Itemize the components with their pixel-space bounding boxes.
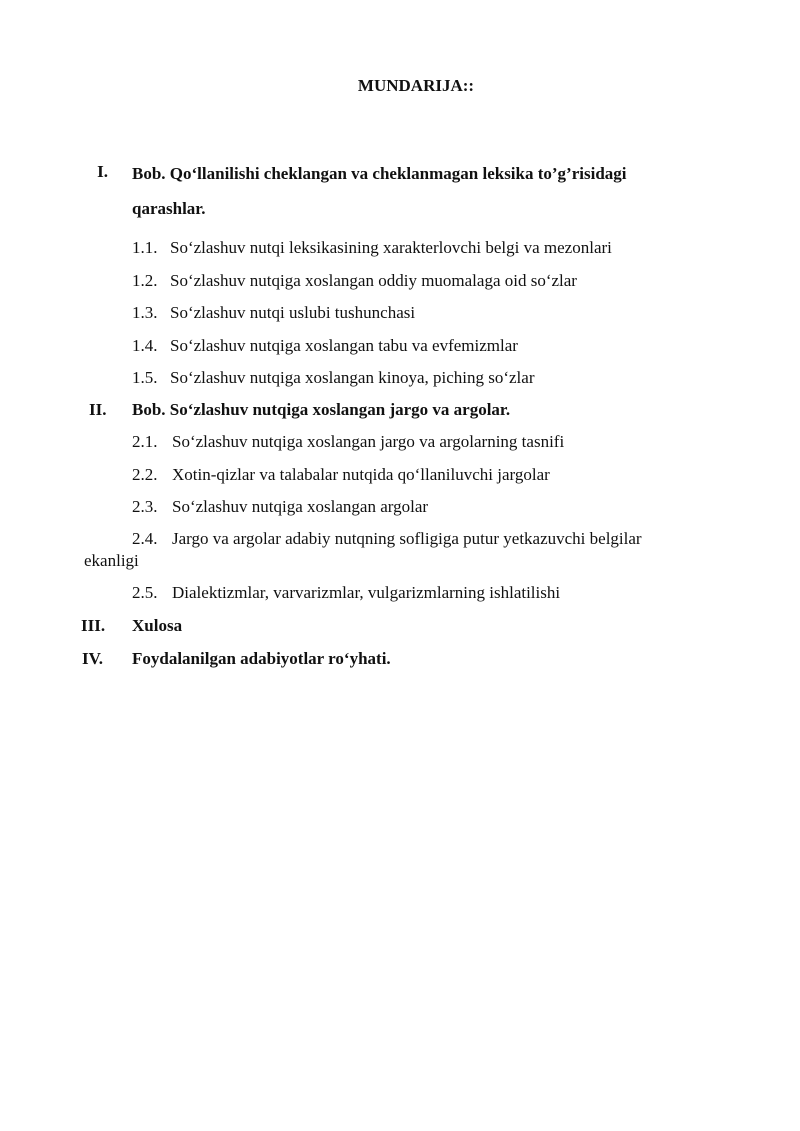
- section-2-4-title: Jargo va argolar adabiy nutqning sofligiga putur yetkazuvchi belgilar: [172, 529, 642, 548]
- chapter-4-number: IV.: [82, 649, 103, 668]
- section-1-5-title: So‘zlashuv nutqiga xoslangan kinoya, piching so‘zlar: [170, 368, 535, 387]
- section-2-5-number: 2.5.: [132, 583, 158, 602]
- section-1-3: [132, 303, 415, 323]
- chapter-1-title: Bob. Qo‘llanilishi cheklangan va cheklanmagan leksika to’g’risidagi qarashlar.: [132, 164, 627, 218]
- section-1-2-number: 1.2.: [132, 271, 158, 290]
- section-2-4-number: 2.4.: [132, 529, 158, 548]
- section-2-1: [132, 432, 564, 452]
- chapter-2-title: Bob. So‘zlashuv nutqiga xoslangan jargo va argolar.: [132, 400, 511, 419]
- section-1-4: [132, 336, 518, 356]
- section-2-2-number: 2.2.: [132, 465, 158, 484]
- section-1-5-number: 1.5.: [132, 368, 158, 387]
- chapter-2-number: II.: [89, 400, 107, 419]
- section-1-2: [132, 271, 577, 291]
- chapter-3-number: III.: [81, 616, 106, 635]
- section-2-5: [132, 583, 560, 603]
- section-1-4-number: 1.4.: [132, 336, 158, 355]
- section-1-5: [132, 368, 534, 388]
- section-2-2-title: Xotin-qizlar va talabalar nutqida qo‘llaniluvchi jargolar: [172, 465, 550, 484]
- section-2-5-title: Dialektizmlar, varvarizmlar, vulgarizmlarning ishlatilishi: [172, 583, 561, 602]
- section-1-3-number: 1.3.: [132, 303, 158, 322]
- section-1-4-title: So‘zlashuv nutqiga xoslangan tabu va evfemizmlar: [170, 336, 518, 355]
- section-1-1-title: So‘zlashuv nutqi leksikasining xarakterlovchi belgi va mezonlari: [170, 238, 612, 257]
- section-2-3-title: So‘zlashuv nutqiga xoslangan argolar: [172, 497, 429, 516]
- section-2-3: [132, 497, 428, 517]
- chapter-3-title: Xulosa: [132, 616, 183, 635]
- page-title: MUNDARIJA::: [357, 76, 475, 95]
- section-2-1-title: So‘zlashuv nutqiga xoslangan jargo va argolarning tasnifi: [172, 432, 565, 451]
- section-2-3-number: 2.3.: [132, 497, 158, 516]
- section-2-1-number: 2.1.: [132, 432, 158, 451]
- chapter-4-title: Foydalanilgan adabiyotlar ro‘yhati.: [132, 649, 391, 668]
- section-2-4-continuation: ekanligi: [84, 551, 139, 570]
- section-1-3-title: So‘zlashuv nutqi uslubi tushunchasi: [170, 303, 416, 322]
- chapter-1: [0, 156, 800, 228]
- section-1-1: [132, 238, 612, 258]
- section-1-1-number: 1.1.: [132, 238, 158, 257]
- section-2-4: [132, 529, 642, 549]
- chapter-1-number: I.: [97, 162, 108, 181]
- section-1-2-title: So‘zlashuv nutqiga xoslangan oddiy muomalaga oid so‘zlar: [170, 271, 577, 290]
- section-2-2: [132, 465, 550, 485]
